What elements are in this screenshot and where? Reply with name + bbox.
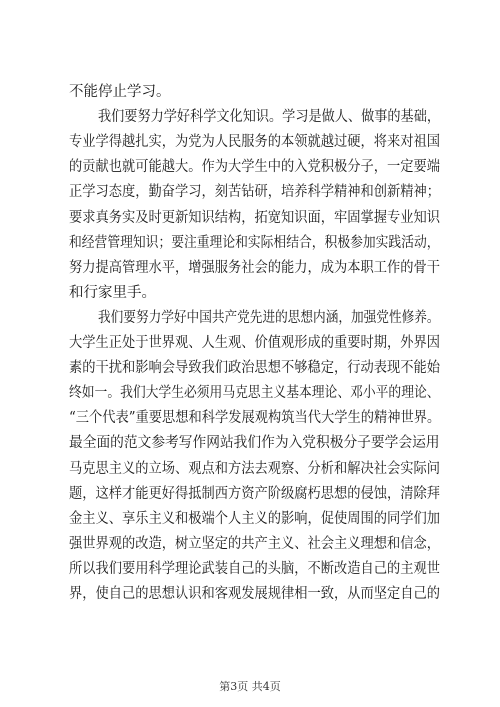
text-line: 强世界观的改造，树立坚定的共产主义、社会主义理想和信念， — [69, 536, 441, 552]
text-line: 所以我们要用科学理论武装自己的头脑，不断改造自己的主观世 — [69, 561, 441, 577]
paragraph-start-line: 我们要努力学好中国共产党先进的思想内涵，加强党性修养。 — [98, 310, 440, 326]
text-line: 大学生正处于世界观、人生观、价值观形成的重要时期，外界因 — [69, 335, 441, 351]
text-line: 界，使自己的思想认识和客观发展规律相一致，从而坚定自己的 — [69, 586, 441, 602]
text-line: 马克思主义的立场、观点和方法去观察、分析和解决社会实际问 — [69, 461, 441, 477]
text-line: 和经营管理知识；要注重理论和实际相结合，积极参加实践活动， — [69, 235, 440, 251]
paragraph-start-line: 我们要努力学好科学文化知识。学习是做人、做事的基础， — [98, 109, 441, 125]
text-line: 终如一。我们大学生必须用马克思主义基本理论、邓小平的理论、 — [69, 385, 440, 401]
text-line: 要求真务实及时更新知识结构，拓宽知识面，牢固掌握专业知识 — [69, 210, 441, 226]
page-number-footer: 第3页 共4页 — [219, 680, 281, 693]
text-line: 专业学得越扎实，为党为人民服务的本领就越过硬，将来对祖国 — [69, 134, 441, 150]
text-line: 的贡献也就可能越大。作为大学生中的入党积极分子，一定要端 — [69, 159, 441, 175]
text-line: “三个代表”重要思想和科学发展观构筑当代大学生的精神世界。 — [69, 410, 441, 426]
text-line: 和行家里手。 — [69, 285, 156, 301]
text-line: 素的干扰和影响会导致我们政治思想不够稳定，行动表现不能始 — [69, 360, 441, 376]
text-line: 最全面的范文参考写作网站我们作为入党积极分子要学会运用 — [69, 435, 440, 451]
text-line: 金主义、享乐主义和极端个人主义的影响，促使周围的同学们加 — [69, 511, 441, 527]
text-line: 正学习态度，勤奋学习，刻苦钻研，培养科学精神和创新精神； — [69, 184, 441, 200]
text-line: 不能停止学习。 — [69, 84, 171, 100]
text-line: 努力提高管理水平，增强服务社会的能力，成为本职工作的骨干 — [69, 260, 441, 276]
text-line: 题，这样才能更好得抵制西方资产阶级腐朽思想的侵蚀，清除拜 — [69, 486, 441, 502]
